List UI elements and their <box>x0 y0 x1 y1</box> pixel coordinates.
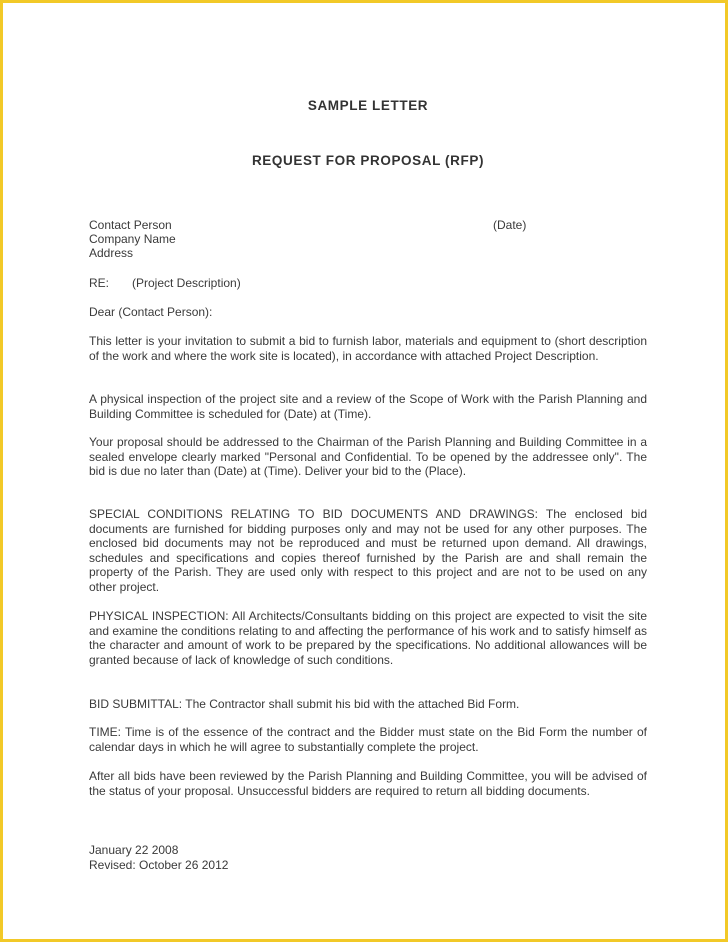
address: Address <box>89 246 134 260</box>
letter-page <box>3 3 725 939</box>
paragraph-time: TIME: Time is of the essence of the contract and the Bidder must state on the Bid Form the number of calendar days in which he will agree to substantially complete the project. <box>89 725 647 754</box>
revised-date: Revised: October 26 2012 <box>89 858 229 872</box>
paragraph-invitation: This letter is your invitation to submit a bid to furnish labor, materials and equipment to (short description of the work and where the work site is located), in accordance with attached Project Description. <box>89 334 647 363</box>
paragraph-proposal-submission: Your proposal should be addressed to the Chairman of the Parish Planning and Building Committee in a sealed envelope clearly marked "Personal and Confidential. To be opened by the addressee only". The bid is due no later than (Date) at (Time). Deliver your bid to the (Place). <box>89 435 647 479</box>
company-name: Company Name <box>89 232 176 246</box>
letter-title: SAMPLE LETTER <box>307 98 429 113</box>
paragraph-physical-inspection: PHYSICAL INSPECTION: All Architects/Consultants bidding on this project are expected to visit the site and examine the conditions relating to and affecting the performance of his work and to satisfy himself as the character and amount of work to be prepared by the specifications. No additional allowances will be granted because of lack of knowledge of such conditions. <box>89 609 647 667</box>
re-value: (Project Description) <box>132 276 241 290</box>
contact-person: Contact Person <box>89 218 172 232</box>
paragraph-bid-submittal: BID SUBMITTAL: The Contractor shall submit his bid with the attached Bid Form. <box>89 697 520 711</box>
re-label: RE: <box>89 276 110 290</box>
date-placeholder: (Date) <box>493 218 527 232</box>
paragraph-special-conditions: SPECIAL CONDITIONS RELATING TO BID DOCUMENTS AND DRAWINGS: The enclosed bid documents are furnished for bidding purposes only and may not be used for any other purposes. The enclosed bid documents may not be reproduced and must be returned upon demand. All drawings, schedules and specifications and copies thereof furnished by the Parish are and shall remain the property of the Parish. They are used only with respect to this project and are not to be used on any other project. <box>89 507 647 594</box>
original-date: January 22 2008 <box>89 843 179 857</box>
letter-subtitle: REQUEST FOR PROPOSAL (RFP) <box>251 153 485 168</box>
paragraph-review: After all bids have been reviewed by the Parish Planning and Building Committee, you will be advised of the status of your proposal. Unsuccessful bidders are required to return all bidding documents. <box>89 769 647 798</box>
paragraph-inspection-schedule: A physical inspection of the project site and a review of the Scope of Work with the Parish Planning and Building Committee is scheduled for (Date) at (Time). <box>89 392 647 421</box>
salutation: Dear (Contact Person): <box>89 305 213 319</box>
